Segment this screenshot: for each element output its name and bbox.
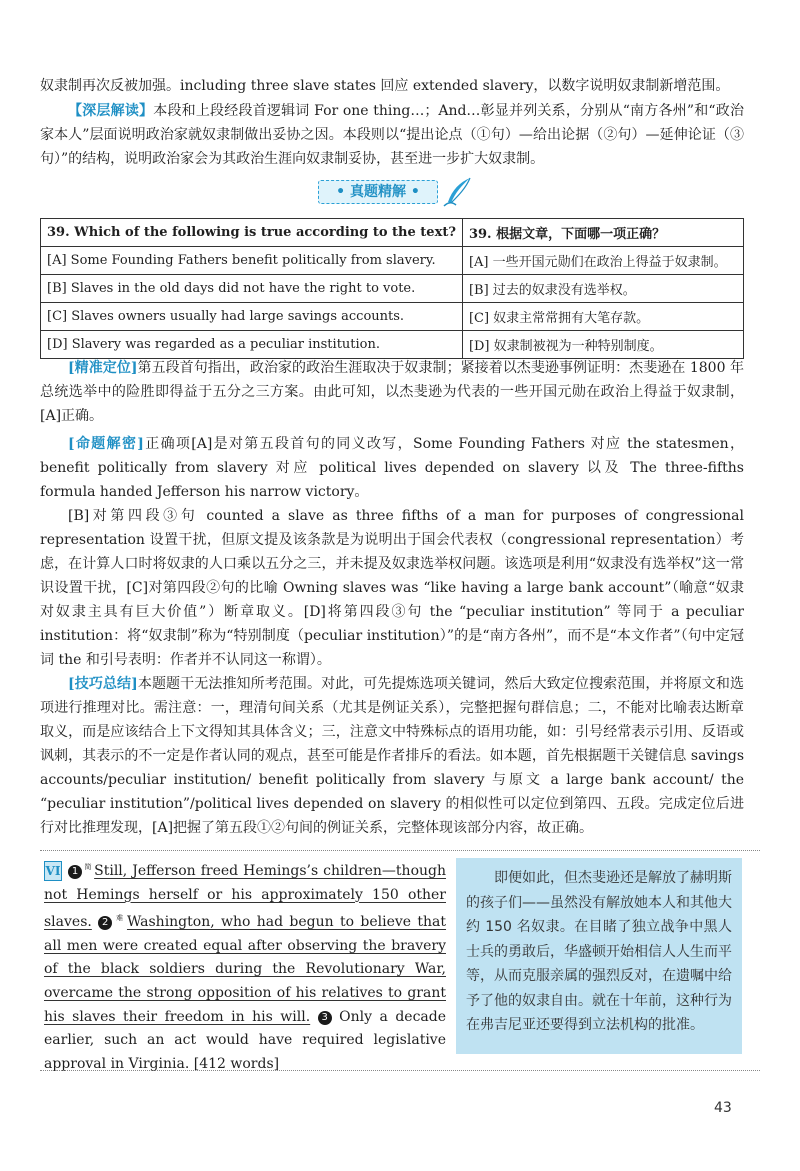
option-d-zh: [D] 奴隶制被视为一种特别制度。 — [462, 331, 743, 359]
option-d-en: [D] Slavery was regarded as a peculiar institution. — [41, 331, 463, 359]
translation-box — [456, 858, 742, 1054]
decode-paragraph — [40, 432, 744, 504]
table-row — [41, 219, 744, 247]
decode-text: 正确项[A]是对第五段首句的同义改写，Some Founding Fathers 对应 the statesmen，benefit politically from slavery 对应 political lives depended on slavery 以及 The three-fifths formula handed Jefferson his narrow victory。 — [40, 436, 744, 500]
option-b-en: [B] Slaves in the old days did not have the right to vote. — [41, 275, 463, 303]
table-row — [41, 247, 744, 275]
feather-pen-icon — [440, 176, 474, 208]
sentence-2-difficulty: 难 — [114, 914, 125, 923]
skill-paragraph — [40, 672, 744, 840]
table-row — [41, 303, 744, 331]
option-c-zh: [C] 奴隶主常常拥有大笔存款。 — [462, 303, 743, 331]
skill-label: [技巧总结] — [68, 676, 138, 692]
question-en: 39. Which of the following is true according to the text? — [41, 219, 463, 247]
question-zh: 39. 根据文章，下面哪一项正确？ — [462, 219, 743, 247]
option-a-en: [A] Some Founding Fathers benefit politically from slavery. — [41, 247, 463, 275]
option-a-zh: [A] 一些开国元勋们在政治上得益于奴隶制。 — [462, 247, 743, 275]
deep-analysis-paragraph — [40, 99, 744, 171]
section-vi-passage — [44, 856, 446, 1076]
section-divider-bottom — [40, 1070, 760, 1071]
banner-title: • 真题精解 • — [318, 180, 438, 204]
option-c-en: [C] Slaves owners usually had large savings accounts. — [41, 303, 463, 331]
top-paragraph: 奴隶制再次反被加强。including three slave states 回应 extended slavery，以数字说明奴隶制新增范围。 — [40, 78, 730, 94]
table-row — [41, 331, 744, 359]
distractor-paragraph: [B]对第四段③句 counted a slave as three fifths of a man for purposes of congressional representation 设置干扰，但原文提及该条款是为说明出于国会代表权（congressional representation）考虑，在计算人口时将奴隶的人口乘以五分之三，并未提及奴隶选举权问题。该选项是利用“奴隶没有选举权”这一常识设置干扰，[C]对第四段②句的比喻 Owning slaves was “like having a large bank account”（喻意“奴隶对奴隶主具有巨大价值”）断章取义。[D]将第四段③句 the “peculiar institution” 等同于 a peculiar institution：将“奴隶制”称为“特别制度（peculiar institution）”的是“南方各州”，而不是“本文作者”（句中定冠词 the 和引号表明：作者并不认同这一称谓）。 — [40, 508, 744, 668]
locate-text: 第五段首句指出，政治家的政治生涯取决于奴隶制；紧接着以杰斐逊事例证明：杰斐逊在 1800 年总统选举中的险胜即得益于五分之三方案。由此可知，以杰斐逊为代表的一些开国元勋在政治上得益于奴隶制，[A]正确。 — [40, 360, 744, 424]
translation-text: 即便如此，但杰斐逊还是解放了赫明斯的孩子们——虽然没有解放她本人和其他大约 150 名奴隶。在目睹了独立战争中黑人士兵的勇敢后，华盛顿开始相信人人生而平等，从而克服亲属的强烈反对，在遗嘱中给予了他的奴隶自由。就在十年前，这种行为在弗吉尼亚还要得到立法机构的批准。 — [466, 870, 732, 1033]
sentence-2: Washington, who had begun to believe that all men were created equal after observing the bravery of the black soldiers during the Revolutionary War, overcame the strong opposition of his relatives to grant his slaves their freedom in his will. — [44, 914, 447, 1025]
sentence-1-number: 1 — [68, 865, 82, 879]
table-row — [41, 275, 744, 303]
locate-label: [精准定位] — [68, 360, 138, 376]
option-b-zh: [B] 过去的奴隶没有选举权。 — [462, 275, 743, 303]
page-number: 43 — [714, 1100, 732, 1116]
question-table — [40, 218, 744, 359]
section-divider-top — [40, 850, 760, 851]
sentence-3: Only a decade earlier, such an act would have required legislative approval in Virginia. — [44, 1008, 447, 1072]
sentence-1: Still, Jefferson freed Hemings’s children—though not Hemings herself or his approximately 150 other slaves. — [44, 863, 447, 931]
decode-label: [命题解密] — [68, 436, 144, 452]
deep-analysis-label: 【深层解读】 — [68, 103, 154, 119]
section-marker: VI — [44, 861, 62, 881]
sentence-2-number: 2 — [98, 916, 112, 930]
deep-analysis-text: 本段和上段经段首逻辑词 For one thing…；And…彰显并列关系，分别从“南方各州”和“政治家本人”层面说明政治家就奴隶制做出妥协之因。本段则以“提出论点（①句）—给出论据（②句）—延伸论证（③句）”的结构，说明政治家会为其政治生涯向奴隶制妥协，甚至进一步扩大奴隶制。 — [40, 103, 745, 167]
section-banner — [318, 176, 482, 208]
skill-text: 本题题干无法推知所考范围。对此，可先提炼选项关键词，然后大致定位搜索范围，并将原文和选项进行推理对比。需注意：一，理清句间关系（尤其是例证关系），完整把握句群信息；二，不能对比喻表达断章取义，而是应该结合上下文得知其具体含义；三，注意文中特殊标点的语用功能，如：引号经常表示引用、反语或讽刺，其表示的不一定是作者认同的观点，甚至可能是作者排斥的看法。如本题，首先根据题干关键信息 savings accounts/peculiar institution/ benefit politically from slavery 与原文 a large bank account/ the “peculiar institution”/political lives depended on slavery 的相似性可以定位到第四、五段。完成定位后进行对比推理发现，[A]把握了第五段①②句间的例证关系，完整体现该部分内容，故正确。 — [40, 676, 745, 836]
sentence-1-difficulty: 简 — [84, 863, 93, 871]
word-count: [412 words] — [193, 1055, 280, 1072]
sentence-3-number: 3 — [318, 1011, 332, 1025]
locate-paragraph — [40, 356, 744, 428]
